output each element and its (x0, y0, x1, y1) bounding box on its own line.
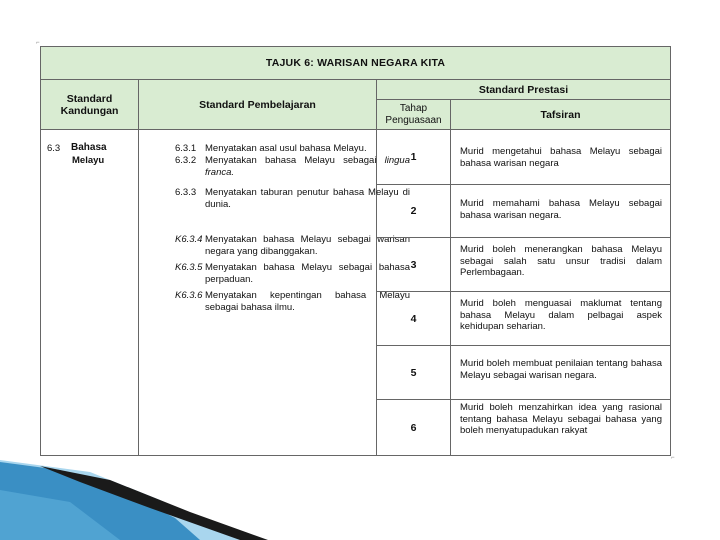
standard-pembelajaran-cell (139, 130, 410, 456)
level-description: Murid boleh membuat penilaian tentang bahasa Melayu sebagai warisan negara. (460, 358, 662, 381)
sp-code: K6.3.6 (175, 290, 203, 301)
level-number: 4 (377, 292, 451, 345)
level-row-2 (377, 185, 670, 238)
level-row-1 (377, 130, 670, 185)
level-row-5 (377, 346, 670, 400)
level-number: 2 (377, 185, 451, 237)
sp-text: Menyatakan bahasa Melayu sebagai bahasa perpaduan. (205, 262, 410, 285)
curriculum-table (40, 46, 671, 456)
sp-code: K6.3.5 (175, 262, 203, 273)
level-number: 6 (377, 400, 451, 456)
standard-kandungan-cell (41, 130, 139, 456)
sp-item (175, 187, 410, 211)
corner-mark-top-left: ⌐ (36, 40, 40, 46)
level-number: 3 (377, 238, 451, 291)
level-description: Murid boleh menzahirkan idea yang rasional tentang bahasa Melayu sebagai bahasa yang boleh menyatupadukan rakyat (460, 402, 662, 436)
sp-text: Menyatakan asal usul bahasa Melayu. (205, 143, 367, 154)
sp-code: K6.3.4 (175, 234, 203, 245)
sp-text-plain: Menyatakan bahasa Melayu sebagai (205, 155, 385, 166)
sp-text: Menyatakan bahasa Melayu sebagai warisan negara yang dibanggakan. (205, 234, 410, 257)
header-tahap-penguasaan: Tahap Penguasaan (377, 100, 451, 130)
sp-text: Menyatakan kepentingan bahasa Melayu sebagai bahasa ilmu. (205, 290, 410, 313)
level-row-3 (377, 238, 670, 292)
sk-name-line1: Bahasa (71, 142, 107, 153)
level-number: 1 (377, 130, 451, 184)
sp-item (175, 143, 375, 155)
header-tafsiran: Tafsiran (451, 100, 670, 130)
sp-code: 6.3.3 (175, 187, 197, 198)
sp-code: 6.3.1 (175, 143, 197, 154)
table-title: TAJUK 6: WARISAN NEGARA KITA (41, 47, 670, 80)
level-description: Murid memahami bahasa Melayu sebagai bahasa warisan negara. (460, 198, 662, 221)
decorative-swoosh (0, 450, 280, 540)
sp-text: Menyatakan taburan penutur bahasa Melayu di dunia. (205, 187, 410, 210)
level-number: 5 (377, 346, 451, 399)
sk-code: 6.3 (47, 143, 61, 154)
sk-name-line2: Melayu (72, 155, 105, 166)
sp-item (175, 262, 410, 286)
header-standard-kandungan: Standard Kandungan (41, 80, 139, 130)
corner-mark-bottom-right: ⌐ (671, 455, 675, 461)
sp-code: 6.3.2 (175, 155, 197, 166)
sp-item (175, 234, 410, 258)
sp-text-italic: lingua franca. (205, 155, 410, 178)
level-description: Murid mengetahui bahasa Melayu sebagai bahasa warisan negara (460, 146, 662, 169)
sp-item (175, 155, 410, 179)
level-description: Murid boleh menerangkan bahasa Melayu sebagai salah satu unsur tradisi dalam Perlembagaan. (460, 244, 662, 278)
header-standard-pembelajaran: Standard Pembelajaran (139, 80, 377, 130)
sp-item (175, 290, 410, 314)
level-row-4 (377, 292, 670, 346)
level-description: Murid boleh menguasai maklumat tentang bahasa Melayu dalam pelbagai aspek kehidupan seharian. (460, 298, 662, 332)
header-standard-prestasi: Standard Prestasi (377, 80, 670, 100)
level-row-6 (377, 400, 670, 456)
